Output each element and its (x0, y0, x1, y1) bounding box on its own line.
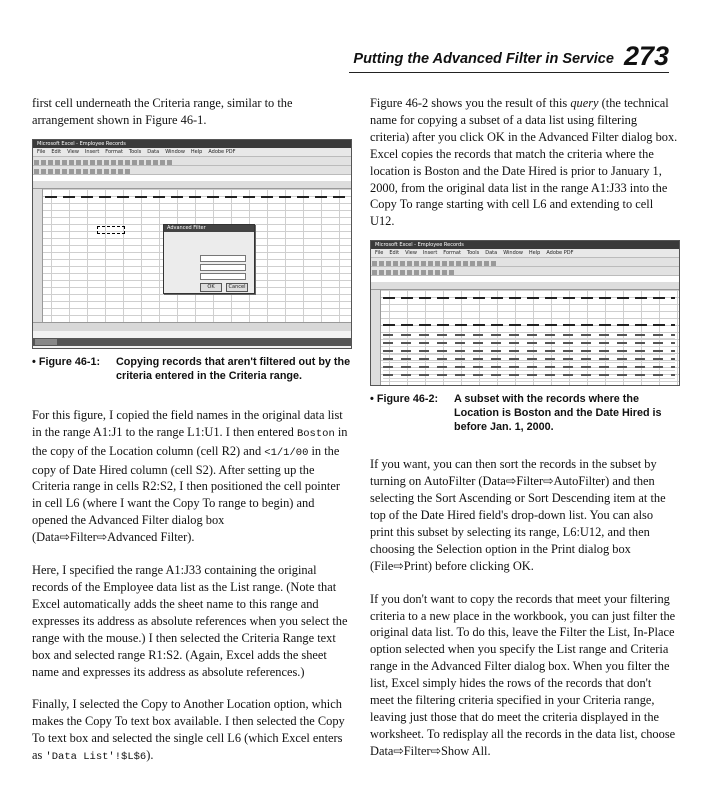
paragraph-filter-in-place: If you don't want to copy the records that meet your filtering criteria to a new place in the workbook, you can just filter the original data list. To do this, leave the Filter the List, In-Place option selected when you specify the List range and Criteria range in the Advanced Filter dialog box. When you filter the list, Excel simply hides the rows of the records that don't meet the filtering criteria specified in your Criteria range, leaving just those that do meet the criteria displayed in the worksheet. To redisplay all the records in the data list, choose Data⇨Filter⇨Show All. (370, 591, 676, 758)
row-headers-2 (371, 290, 381, 385)
excel-format-toolbar (33, 166, 351, 175)
record-row (383, 355, 675, 363)
excel-menu-bar-2 (371, 249, 679, 258)
figure-46-1-screenshot (32, 139, 352, 349)
row-headers (33, 189, 43, 322)
advanced-filter-dialog-title: Advanced Filter (164, 225, 254, 232)
sheet-tabs (33, 322, 351, 331)
menu-insert: Insert (84, 148, 100, 155)
list-range-field (200, 255, 246, 262)
start-button (35, 339, 57, 345)
menu-tools: Tools (128, 148, 142, 155)
record-row (383, 371, 675, 379)
running-title: Putting the Advanced Filter in Service (353, 51, 614, 67)
term-query: query (570, 96, 599, 110)
excel-menu-bar (33, 148, 351, 157)
page-number: 273 (623, 41, 669, 71)
excel-toolbar-2 (371, 258, 679, 267)
criteria-field-headers (45, 189, 347, 201)
menu-file: File (37, 148, 46, 155)
copy-to-field (200, 273, 246, 280)
menu-view: View (67, 148, 79, 155)
figure-46-2-label: Figure 46-2: (376, 393, 439, 406)
paragraph-field-names: For this figure, I copied the field names in the original data list in the range A1:J1 to the range L1:U1. I then entered Boston in the copy of the Location column (cell R2) and <1/1/00 in the copy of Date Hired column (cell S2). After setting up the Criteria range in cells R2:S2, I then positioned the cell pointer in cell L6 (where I want the Copy To range to begin) and opened the Advanced Filter dialog box (Data⇨Filter⇨Advanced Filter). (32, 407, 348, 545)
menu-window-2: Window (503, 250, 523, 257)
figure-46-1-caption-text: Copying records that aren't filtered out by the criteria entered in the Criteria range. (116, 355, 351, 382)
menu-data: Data (147, 148, 160, 155)
copy-to-cell-marquee (97, 226, 125, 234)
code-boston: Boston (296, 427, 335, 440)
menu-tools-2: Tools (466, 250, 480, 257)
page-header (349, 38, 669, 73)
advanced-filter-dialog (163, 224, 255, 294)
column-headers-2 (371, 282, 679, 290)
column-headers (33, 181, 351, 189)
copy-to-field-headers (383, 317, 675, 329)
menu-help: Help (190, 148, 203, 155)
code-date-criteria: <1/1/00 (264, 446, 309, 459)
menu-edit: Edit (51, 148, 62, 155)
intro-paragraph: first cell underneath the Criteria range, similar to the arrangement shown in Figure 46-1. (32, 96, 293, 127)
record-row (383, 339, 675, 347)
left-column (32, 95, 352, 766)
cancel-button: Cancel (226, 283, 248, 292)
menu-format-2: Format (443, 250, 461, 257)
ok-button: OK (200, 283, 222, 292)
figure-46-1-label: Figure 46-1: (38, 355, 101, 368)
menu-help-2: Help (528, 250, 541, 257)
menu-view-2: View (405, 250, 417, 257)
right-column (370, 95, 678, 760)
figure-46-2-caption (370, 392, 678, 434)
record-row (383, 363, 675, 371)
criteria-range-field (200, 264, 246, 271)
paragraph-copy-to: Finally, I selected the Copy to Another Location option, which makes the Copy To text box available. I then selected the Copy To text box and selected the single cell L6 (which Excel enters as 'Data List'!$L$6). (32, 697, 345, 764)
menu-file-2: File (375, 250, 384, 257)
paragraph-sort-subset: If you want, you can then sort the records in the subset by turning on AutoFilter (Data⇨Filter⇨AutoFilter) and then selecting the Sort Ascending or Sort Descending item at the top of the Date Hired field's drop-down list. You can also print this subset by selecting its range, L6:U12, and then choosing the Selection option in the Print dialog box (File⇨Print) before clicking OK. (370, 457, 666, 573)
criteria-field-headers-2 (383, 290, 675, 302)
menu-adobe-pdf: Adobe PDF (208, 148, 236, 155)
figure-46-2-caption-text: A subset with the records where the Location is Boston and the Date Hired is before Jan. 1, 2000. (454, 393, 662, 434)
menu-insert-2: Insert (422, 250, 438, 257)
record-row (383, 331, 675, 339)
figure-46-2-screenshot (370, 240, 680, 386)
excel-toolbar (33, 157, 351, 166)
windows-taskbar (33, 338, 351, 346)
excel-title-bar-2: Microsoft Excel - Employee Records (371, 241, 679, 249)
bullet-icon-2: • (370, 393, 374, 406)
bullet-icon: • (32, 355, 36, 368)
menu-data-2: Data (485, 250, 498, 257)
record-row (383, 347, 675, 355)
excel-format-toolbar-2 (371, 267, 679, 276)
filtered-records (383, 331, 675, 379)
excel-title-bar: Microsoft Excel - Employee Records (33, 140, 351, 148)
code-copy-to-address: 'Data List'!$L$6 (45, 751, 147, 764)
figure-46-1-caption (32, 355, 352, 383)
menu-adobe-pdf-2: Adobe PDF (546, 250, 574, 257)
menu-format: Format (105, 148, 123, 155)
menu-window: Window (165, 148, 185, 155)
paragraph-list-range: Here, I specified the range A1:J33 containing the original records of the Employee data list as the List range. (Note that Excel automatically adds the sheet name to this range and expresses its address as absolute references when you select the range with the mouse.) I then selected the Criteria Range text box and selected range R1:S2. (Again, Excel adds the sheet name and expresses its address as absolute references.) (32, 563, 348, 679)
paragraph-query-result: Figure 46-2 shows you the result of this query (the technical name for copying a subset of a data list using filtering criteria) after you click OK in the Advanced Filter dialog box. Excel copies the records that match the criteria where the location is Boston and the Date Hired is prior to January 1, 2000, from the original data list in the range A1:J33 into the Copy To range starting with cell L6 and extending to cell U12. (370, 96, 678, 229)
menu-edit-2: Edit (389, 250, 400, 257)
